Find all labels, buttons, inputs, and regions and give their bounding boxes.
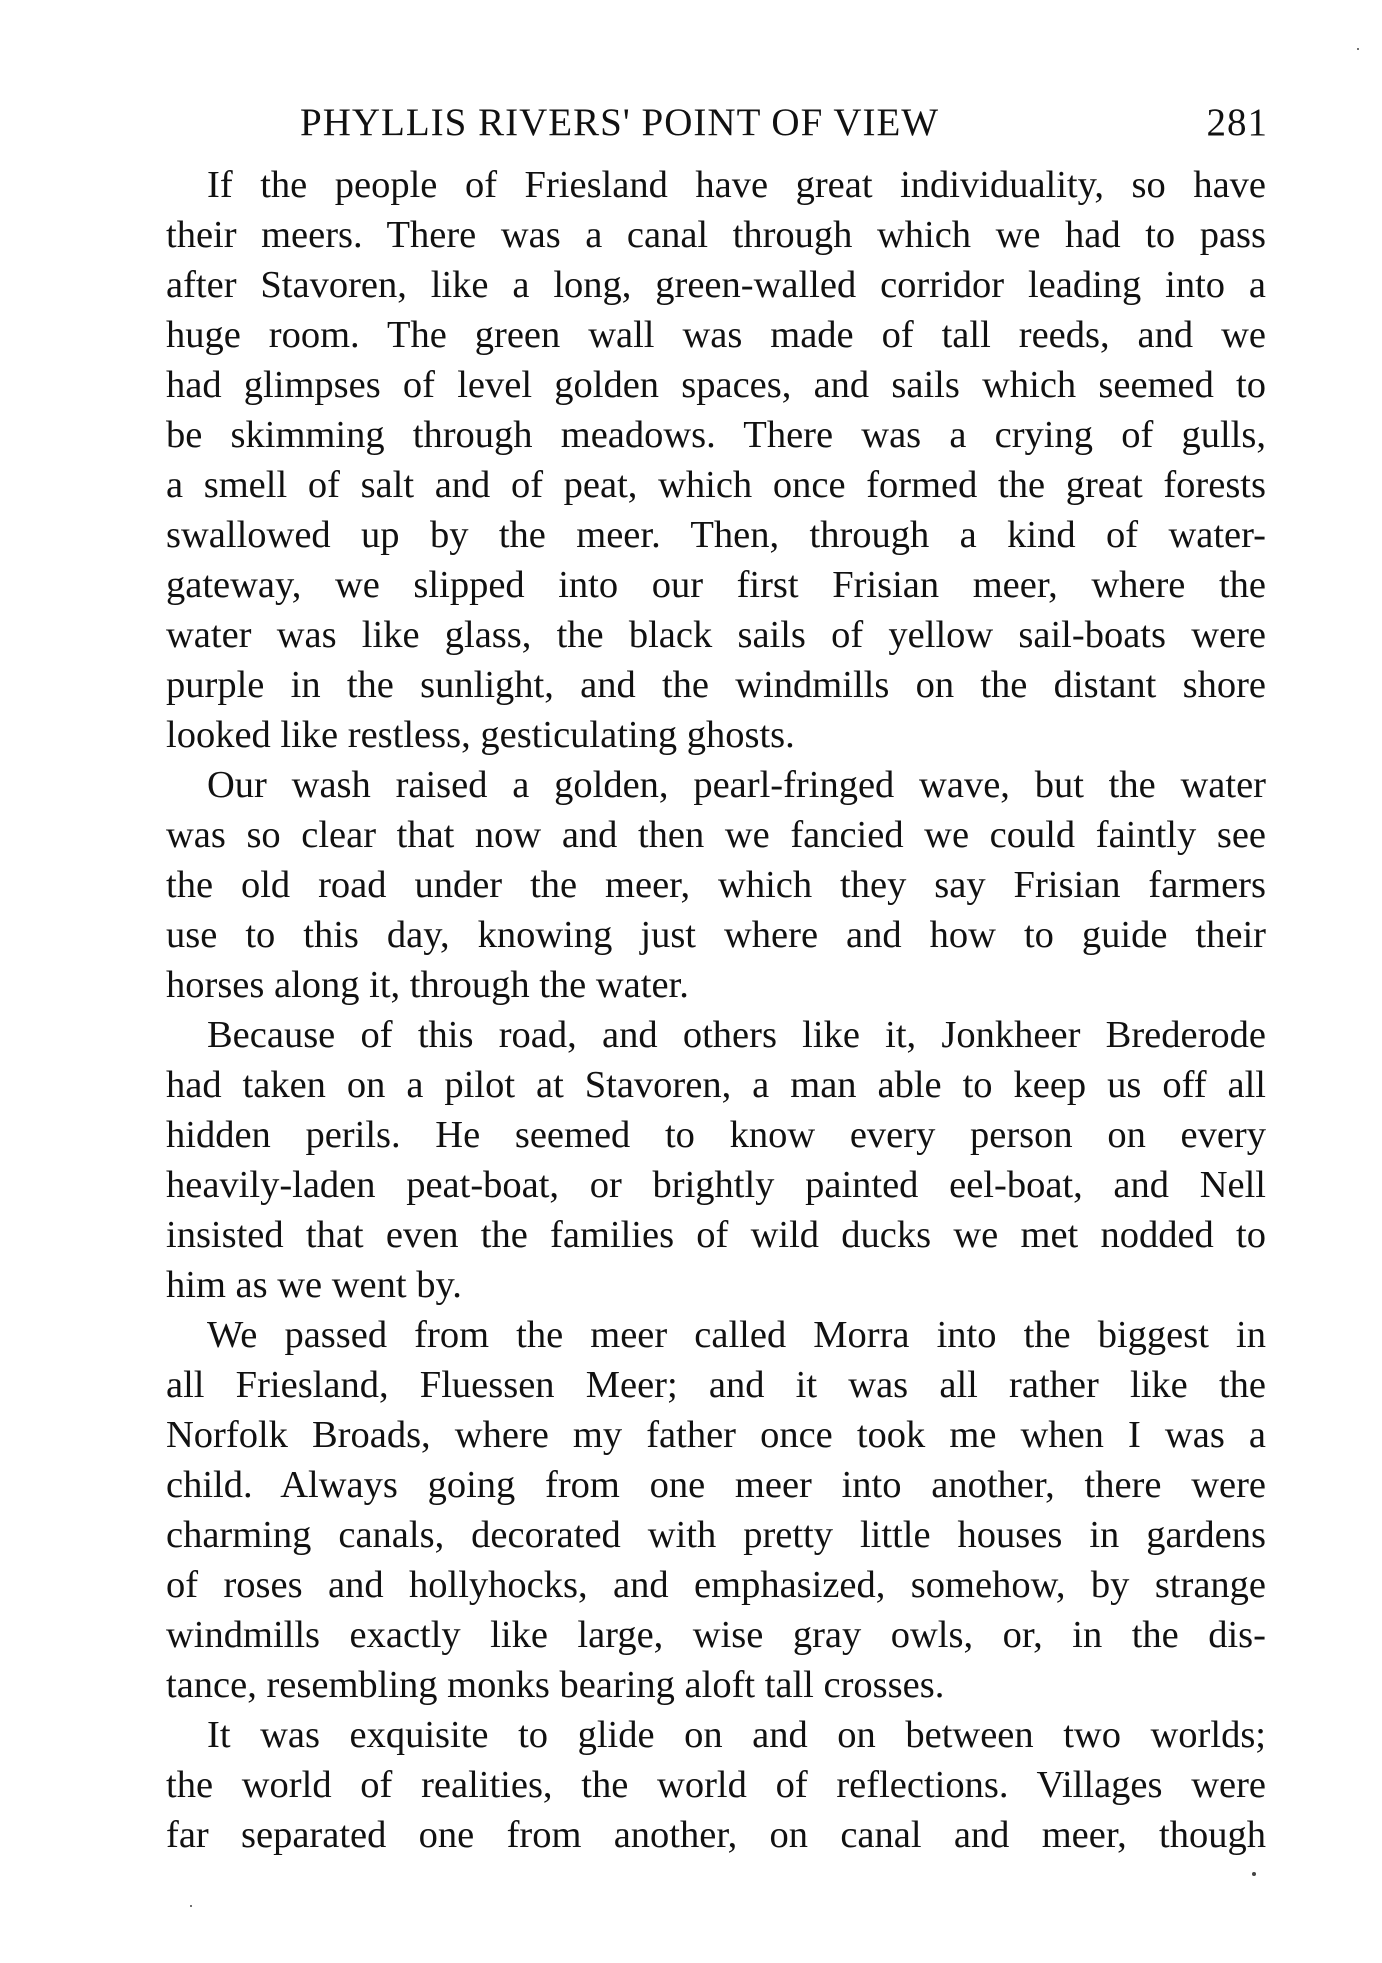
text-line: be skimming through meadows. There was a crying of gulls, — [166, 414, 1266, 456]
text-line: If the people of Friesland have great individuality, so have — [207, 164, 1266, 206]
text-line: child. Always going from one meer into another, there were — [166, 1464, 1266, 1506]
text-line: all Friesland, Fluessen Meer; and it was all rather like the — [166, 1364, 1266, 1406]
text-line: charming canals, decorated with pretty little houses in gardens — [166, 1514, 1266, 1556]
text-line: tance, resembling monks bearing aloft tall crosses. — [166, 1664, 945, 1706]
text-line: him as we went by. — [166, 1264, 462, 1306]
text-line: the old road under the meer, which they say Frisian farmers — [166, 864, 1266, 906]
running-head-title: PHYLLIS RIVERS' POINT OF VIEW — [300, 101, 940, 144]
text-line: Our wash raised a golden, pearl-fringed wave, but the water — [207, 764, 1266, 806]
text-line: after Stavoren, like a long, green-walled corridor leading into a — [166, 264, 1266, 306]
text-line: huge room. The green wall was made of tall reeds, and we — [166, 314, 1266, 356]
text-line: gateway, we slipped into our first Frisian meer, where the — [166, 564, 1266, 606]
text-line: Because of this road, and others like it, Jonkheer Brederode — [207, 1014, 1266, 1056]
text-line: We passed from the meer called Morra into the biggest in — [207, 1314, 1266, 1356]
paragraph — [166, 1710, 1266, 1860]
paragraph — [166, 160, 1266, 760]
text-line: Norfolk Broads, where my father once took me when I was a — [166, 1414, 1266, 1456]
text-line: water was like glass, the black sails of yellow sail-boats were — [166, 614, 1266, 656]
text-line: their meers. There was a canal through which we had to pass — [166, 214, 1266, 256]
text-line: purple in the sunlight, and the windmills on the distant shore — [166, 664, 1266, 706]
paper-speck — [1357, 48, 1359, 50]
paper-speck — [190, 1905, 192, 1907]
text-line: It was exquisite to glide on and on between two worlds; — [207, 1714, 1266, 1756]
text-line: use to this day, knowing just where and how to guide their — [166, 914, 1266, 956]
paragraph — [166, 760, 1266, 1010]
text-line: insisted that even the families of wild ducks we met nodded to — [166, 1214, 1266, 1256]
text-line: heavily-laden peat-boat, or brightly painted eel-boat, and Nell — [166, 1164, 1266, 1206]
paragraph — [166, 1310, 1266, 1710]
text-line: windmills exactly like large, wise gray owls, or, in the dis- — [166, 1614, 1266, 1656]
text-line: swallowed up by the meer. Then, through a kind of water- — [166, 514, 1266, 556]
paragraph — [166, 1010, 1266, 1310]
text-line: of roses and hollyhocks, and emphasized, somehow, by strange — [166, 1564, 1266, 1606]
running-head — [300, 100, 1268, 150]
paper-speck — [1252, 1872, 1256, 1876]
text-line: had glimpses of level golden spaces, and sails which seemed to — [166, 364, 1266, 406]
text-line: looked like restless, gesticulating ghosts. — [166, 714, 795, 756]
text-line: hidden perils. He seemed to know every person on every — [166, 1114, 1266, 1156]
text-line: had taken on a pilot at Stavoren, a man able to keep us off all — [166, 1064, 1266, 1106]
text-line: the world of realities, the world of reflections. Villages were — [166, 1764, 1266, 1806]
text-line: horses along it, through the water. — [166, 964, 689, 1006]
page-number: 281 — [1206, 101, 1268, 144]
body-text — [166, 160, 1266, 1860]
text-line: was so clear that now and then we fancied we could faintly see — [166, 814, 1266, 856]
text-line: a smell of salt and of peat, which once formed the great forests — [166, 464, 1266, 506]
text-line: far separated one from another, on canal and meer, though — [166, 1814, 1266, 1856]
